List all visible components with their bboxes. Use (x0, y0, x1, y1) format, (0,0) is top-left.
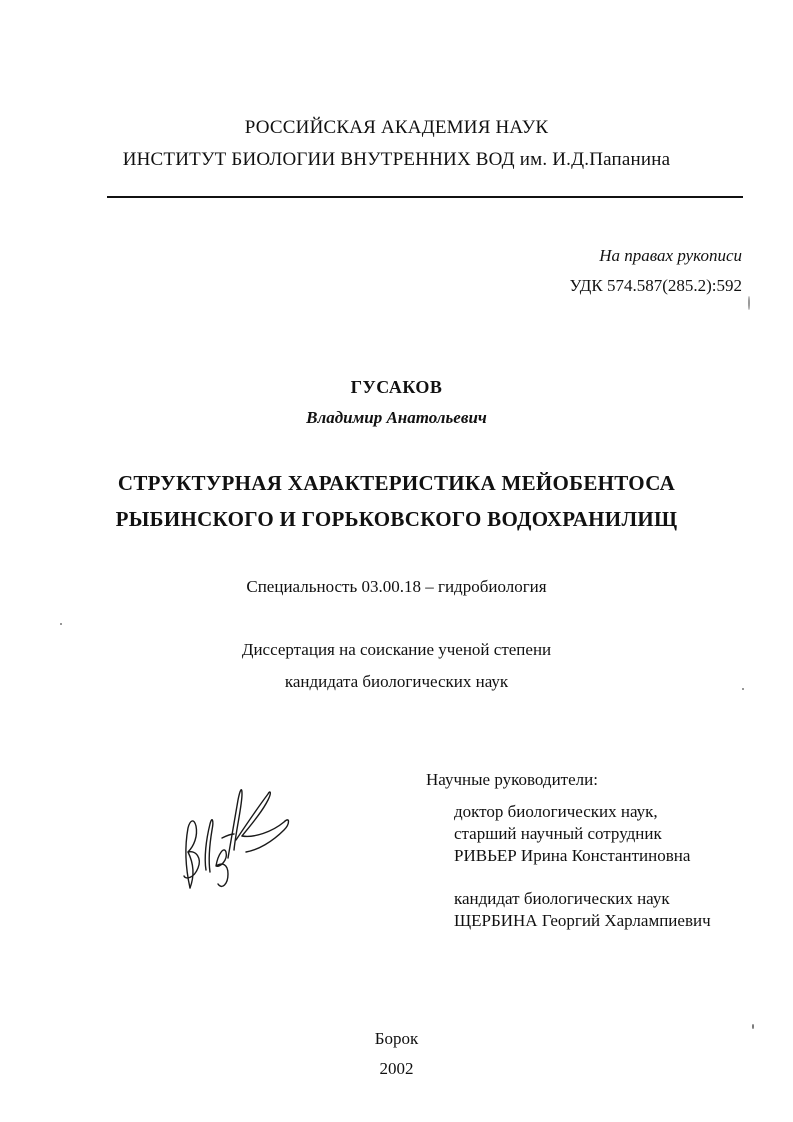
supervisor1-position: старший научный сотрудник (454, 824, 662, 843)
supervisors-heading: Научные руководители: (426, 770, 598, 789)
supervisor2-name: ЩЕРБИНА Георгий Харлампиевич (454, 911, 711, 930)
header-rule (107, 196, 743, 198)
thesis-title-line1: СТРУКТУРНАЯ ХАРАКТЕРИСТИКА МЕЙОБЕНТОСА (117, 471, 676, 495)
city: Борок (374, 1029, 419, 1048)
handwritten-signature (176, 780, 296, 895)
scan-speck (752, 1024, 754, 1029)
manuscript-rights-note: На правах рукописи (599, 246, 742, 265)
thesis-title-line2: РЫБИНСКОГО И ГОРЬКОВСКОГО ВОДОХРАНИЛИЩ (115, 507, 678, 531)
academy-name: РОССИЙСКАЯ АКАДЕМИЯ НАУК (244, 117, 549, 138)
scan-mark (748, 296, 750, 310)
author-given-names: Владимир Анатольевич (306, 408, 487, 427)
specialty: Специальность 03.00.18 – гидробиология (246, 577, 547, 596)
scan-speck (742, 688, 744, 690)
degree-line2: кандидата биологических наук (284, 672, 509, 691)
supervisor1-degree: доктор биологических наук, (454, 802, 658, 821)
institute-name: ИНСТИТУТ БИОЛОГИИ ВНУТРЕННИХ ВОД им. И.Д.Папанина (122, 149, 671, 170)
supervisor1-name: РИВЬЕР Ирина Константиновна (454, 846, 691, 865)
scan-speck (60, 623, 62, 625)
udc-code: УДК 574.587(285.2):592 (569, 276, 742, 295)
supervisor2-degree: кандидат биологических наук (454, 889, 670, 908)
year: 2002 (379, 1059, 414, 1078)
author-surname: ГУСАКОВ (350, 377, 443, 397)
degree-line1: Диссертация на соискание ученой степени (241, 640, 552, 659)
